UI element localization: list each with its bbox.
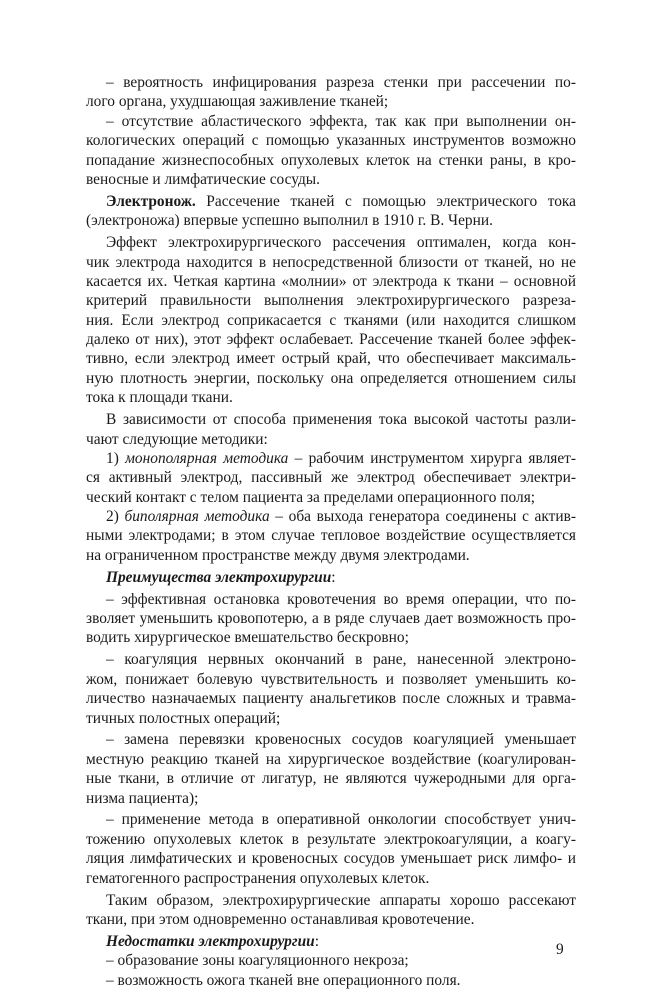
text-run: на ограниченном пространстве между двумя электродами. xyxy=(86,546,470,564)
text-run: личество назначаемых пациенту анальгетиков после сложных и травма- xyxy=(86,690,576,708)
text-run: веносные и лимфатические сосуды. xyxy=(86,170,320,188)
text-line xyxy=(86,291,576,310)
text-run: ческий контакт с телом пациента за пределами операционного поля; xyxy=(86,488,536,506)
emphasis-text: биполярная методика xyxy=(124,508,270,526)
text-line xyxy=(86,369,576,388)
text-line xyxy=(86,468,576,487)
text-line xyxy=(86,349,576,368)
text-line xyxy=(86,131,576,150)
text-line xyxy=(86,311,576,330)
text-line xyxy=(86,789,576,808)
text-run: водить хирургическое вмешательство бескровно; xyxy=(86,629,409,647)
text-run: – замена перевязки кровеносных сосудов коагуляцией уменьшает xyxy=(106,731,576,749)
text-line xyxy=(86,689,576,708)
text-run: ными электродами; в этом случае тепловое воздействие осуществляется xyxy=(86,527,576,545)
text-line xyxy=(86,932,576,951)
text-line xyxy=(86,910,576,929)
text-run: Эффект электрохирургического рассечения оптимален, когда кон- xyxy=(106,234,576,252)
text-run: местную реакцию тканей на хирургическое воздействие (коагулирован- xyxy=(86,750,576,768)
text-run: ные ткани, в отличие от лигатур, не являются чужеродными для орга- xyxy=(86,770,576,788)
text-run: Рассечение тканей с помощью электрического тока xyxy=(195,192,576,210)
text-run: ткани, при этом одновременно останавливая кровотечение. xyxy=(86,910,475,928)
text-run: 1) xyxy=(106,449,126,467)
text-line xyxy=(86,568,576,587)
text-run: тока к площади ткани. xyxy=(86,389,233,407)
page-number: 9 xyxy=(556,941,564,958)
text-run: – оба выхода генератора соединены с актив- xyxy=(269,508,577,526)
text-line xyxy=(86,628,576,647)
text-line xyxy=(86,750,576,769)
text-line xyxy=(86,388,576,407)
text-run: – образование зоны коагуляционного некроза; xyxy=(106,952,409,970)
text-line xyxy=(86,92,576,111)
text-run: тичных полостных операций; xyxy=(86,709,281,727)
text-line xyxy=(86,272,576,291)
text-line xyxy=(86,410,576,429)
text-line xyxy=(86,730,576,749)
text-line xyxy=(86,253,576,272)
text-run: – рабочим инструментом хирурга являет- xyxy=(288,449,577,467)
text-run: 2) xyxy=(106,508,125,526)
text-run: – возможность ожога тканей вне операционного поля. xyxy=(106,971,461,989)
emphasis-text: монополярная методика xyxy=(125,449,289,467)
text-line xyxy=(86,830,576,849)
text-run: Таким образом, электрохирургические аппараты хорошо рассекают xyxy=(106,891,576,909)
text-line xyxy=(86,73,576,92)
text-run: В зависимости от способа применения тока высокой частоты разли- xyxy=(106,411,576,429)
text-run: попадание жизнеспособных опухолевых клеток на стенки раны, в кро- xyxy=(86,151,576,169)
text-line xyxy=(86,151,576,170)
text-run: – эффективная остановка кровотечения во время операции, что по- xyxy=(106,590,576,608)
text-run: (электроножа) впервые успешно выполнил в 1910 г. В. Черни. xyxy=(86,212,493,230)
text-run: чик электрода находится в непосредственной близости от тканей, но не xyxy=(86,253,576,271)
text-run: – вероятность инфицирования разреза стенки при рассечении по- xyxy=(106,74,576,91)
text-line xyxy=(86,650,576,669)
text-run: низма пациента); xyxy=(86,789,199,807)
text-run: ся активный электрод, пассивный же электрод обеспечивает электри- xyxy=(86,469,576,487)
text-line xyxy=(86,810,576,829)
text-line xyxy=(86,769,576,788)
text-run: ляция лимфатических и кровеносных сосудов уменьшает риск лимфо- и xyxy=(86,850,576,868)
text-line xyxy=(86,449,576,468)
text-run: : xyxy=(314,932,319,950)
text-run: тивно, если электрод имеет острый край, что обеспечивает максималь- xyxy=(86,350,576,368)
text-line xyxy=(86,112,576,131)
text-line xyxy=(86,170,576,189)
emphasis-text: Недостатки электрохирургии xyxy=(106,932,315,950)
text-line xyxy=(86,507,576,526)
text-run: зволяет уменьшить кровопотерю, а в ряде случаев дает возможность про- xyxy=(86,610,576,628)
emphasis-text: Электронож. xyxy=(106,192,196,210)
text-run: далеко от них), этот эффект ослабевает. Рассечение тканей более эффек- xyxy=(86,331,576,349)
text-line xyxy=(86,951,576,970)
emphasis-text: Преимущества электрохирургии xyxy=(106,568,332,586)
text-line xyxy=(86,590,576,609)
text-line xyxy=(86,330,576,349)
text-run: тожению опухолевых клеток в результате электрокоагуляции, а коагу- xyxy=(86,830,576,848)
text-run: кологических операций с помощью указанных инструментов возможно xyxy=(86,132,576,150)
text-run: критерий правильности выполнения электрохирургического разреза- xyxy=(86,292,576,310)
text-run: – отсутствие абластического эффекта, так как при выполнении он- xyxy=(106,112,576,130)
text-line xyxy=(86,192,576,211)
text-line xyxy=(86,233,576,252)
text-run: касается их. Четкая картина «молнии» от электрода к ткани – основной xyxy=(86,272,576,290)
text-run: чают следующие методики: xyxy=(86,430,268,448)
text-line xyxy=(86,609,576,628)
text-line xyxy=(86,430,576,449)
text-line xyxy=(86,546,576,565)
text-run: жом, понижает болевую чувствительность и позволяет уменьшить ко- xyxy=(86,670,576,688)
text-line xyxy=(86,849,576,868)
page-body xyxy=(86,73,576,990)
text-line xyxy=(86,891,576,910)
text-line xyxy=(86,709,576,728)
text-run: гематогенного распространения опухолевых клеток. xyxy=(86,869,430,887)
text-line xyxy=(86,211,576,230)
text-run: – применение метода в оперативной онкологии способствует унич- xyxy=(106,811,576,829)
text-run: : xyxy=(331,568,336,586)
text-run: ния. Если электрод соприкасается с тканями (или находится слишком xyxy=(86,311,576,329)
text-run: – коагуляция нервных окончаний в ране, нанесенной электроно- xyxy=(106,651,576,669)
text-line xyxy=(86,526,576,545)
text-line xyxy=(86,670,576,689)
text-line xyxy=(86,488,576,507)
text-run: лого органа, ухудшающая заживление тканей; xyxy=(86,93,389,111)
text-run: ную плотность энергии, поскольку она определяется отношением силы xyxy=(86,369,576,387)
text-line xyxy=(86,869,576,888)
text-line xyxy=(86,971,576,990)
